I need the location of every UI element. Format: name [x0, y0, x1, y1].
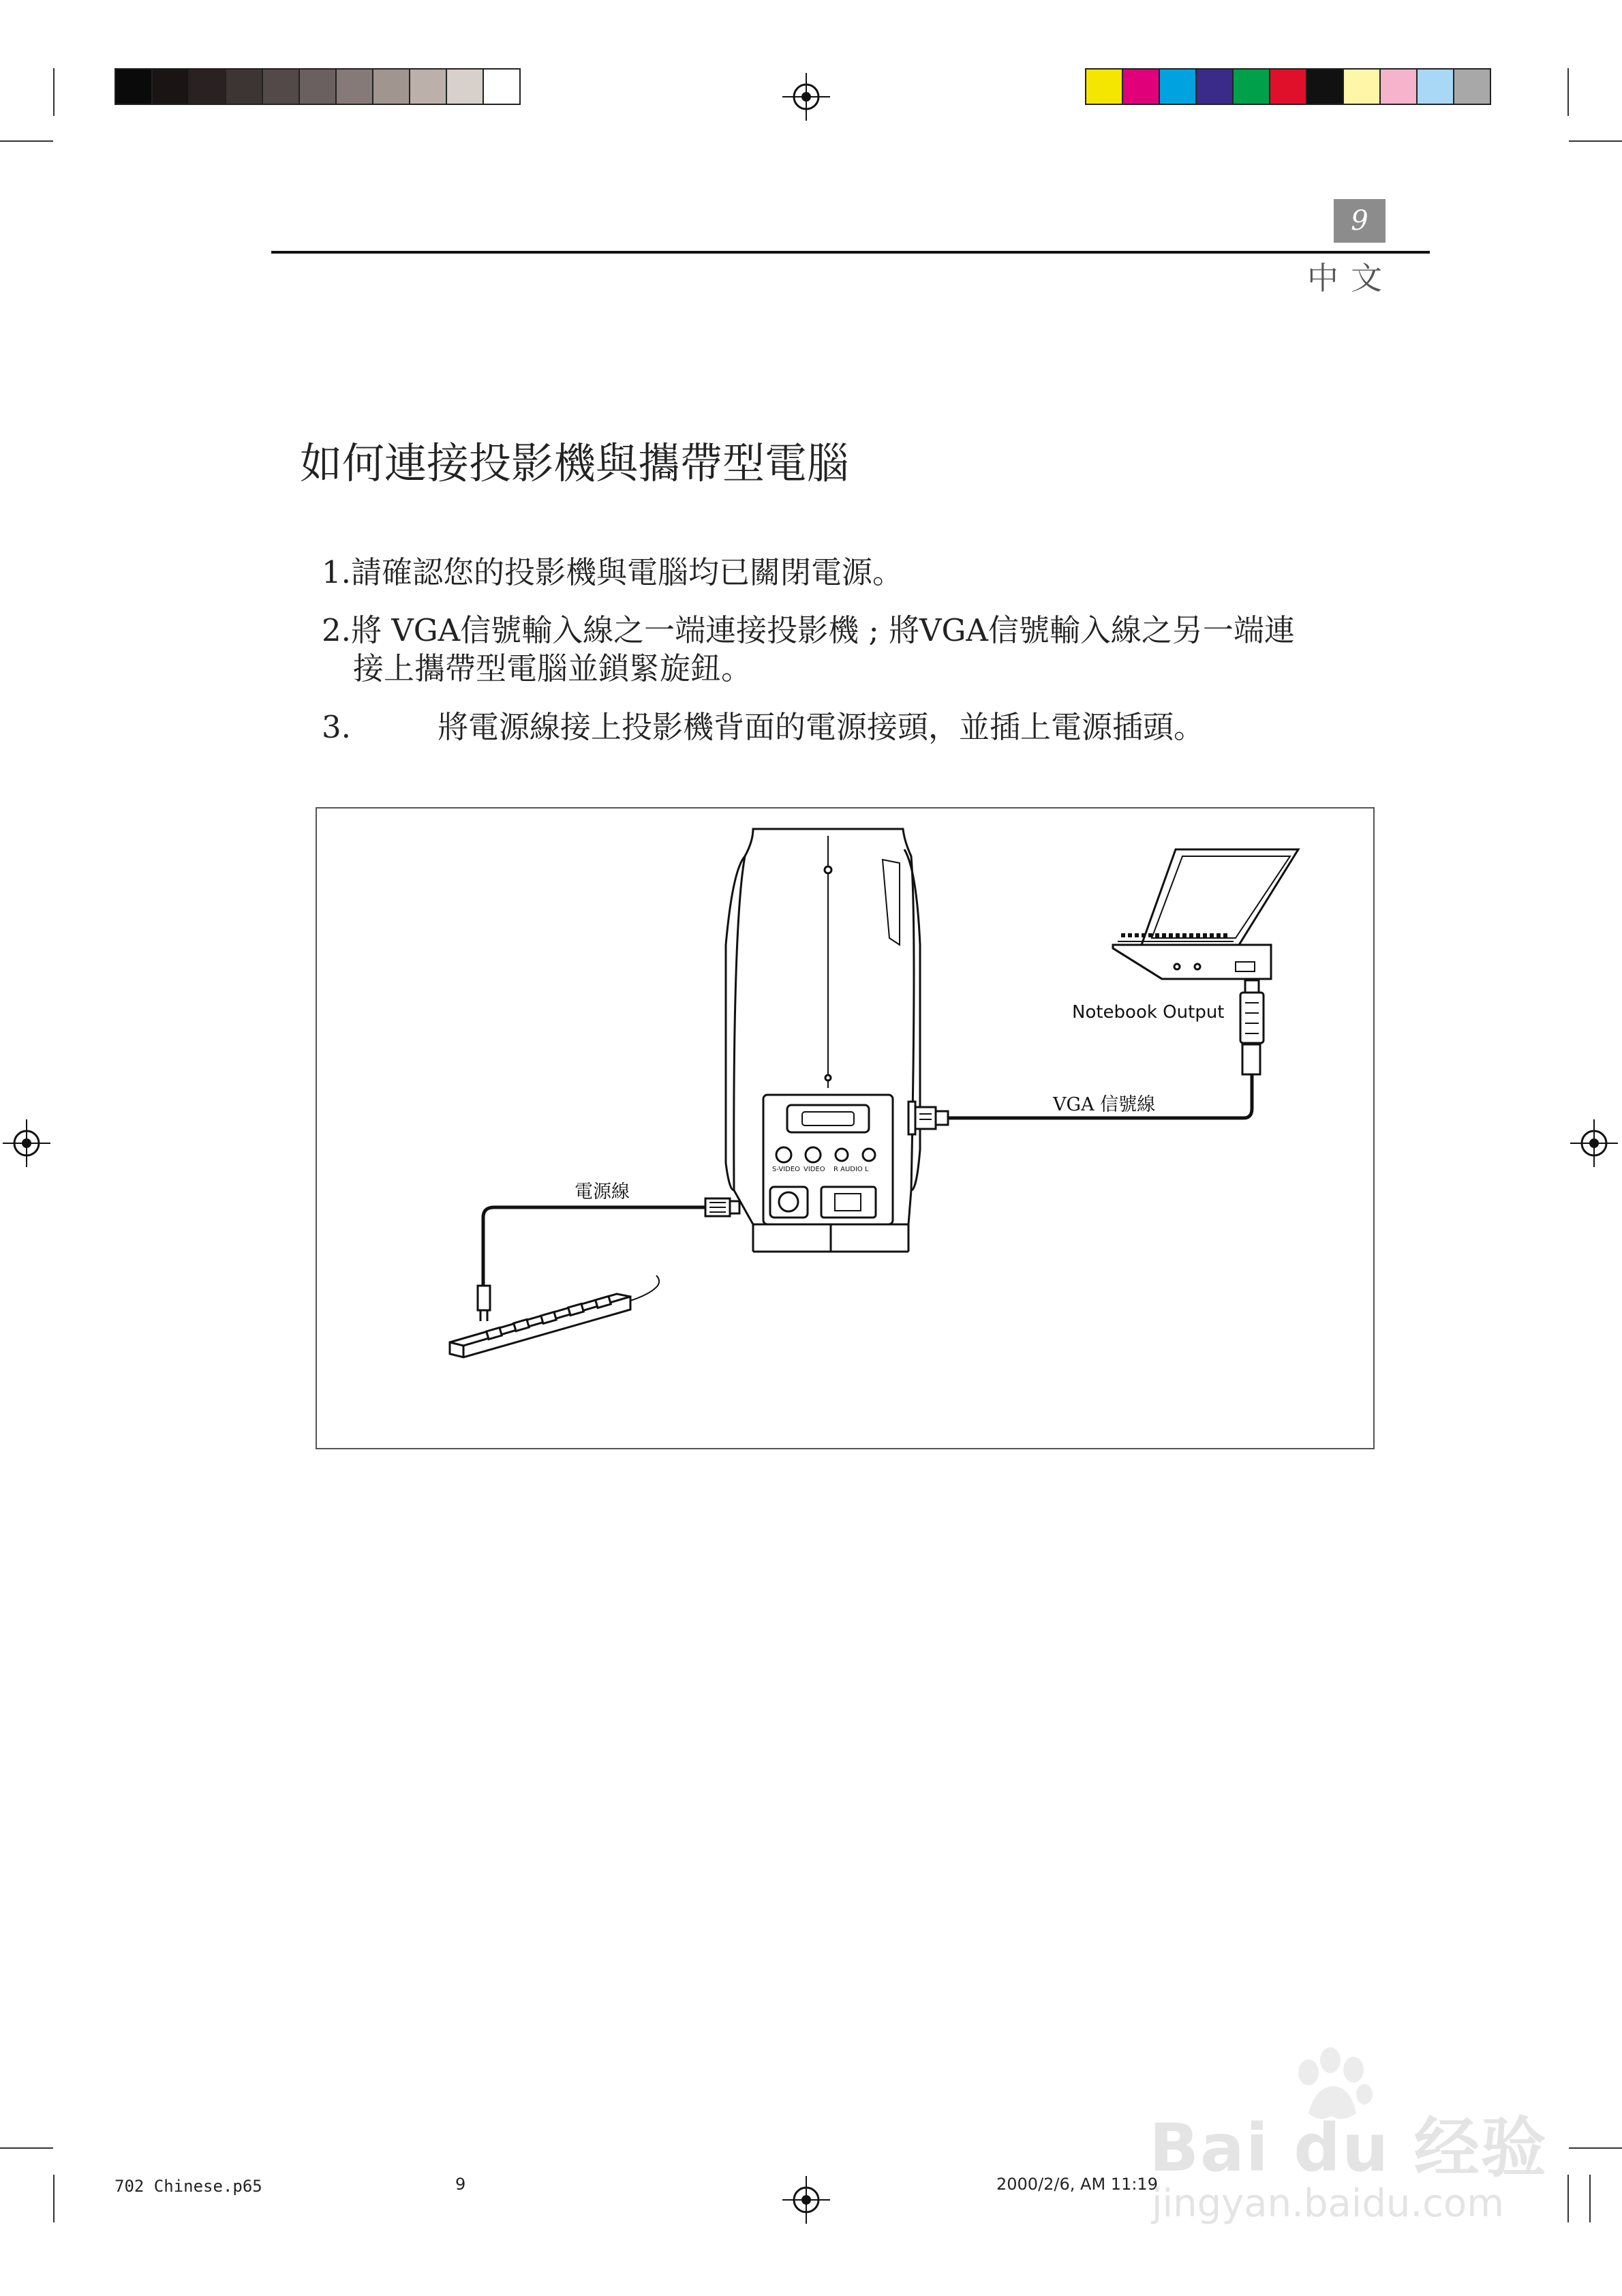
color-swatch	[1454, 70, 1490, 104]
gray-swatch	[484, 70, 519, 104]
footer-page-number: 9	[455, 2175, 466, 2194]
color-swatch	[1381, 70, 1418, 104]
gray-swatch	[153, 70, 189, 104]
gray-swatch	[410, 70, 447, 104]
step-text: 請確認您的投影機與電腦均已關閉電源。	[350, 554, 903, 590]
step-text: 將電源線接上投影機背面的電源接頭，並插上電源插頭。	[438, 709, 1205, 745]
connection-diagram	[316, 807, 1375, 1449]
header-rule	[271, 251, 1430, 254]
language-label: 中文	[1307, 260, 1394, 297]
gray-swatch	[337, 70, 373, 104]
grayscale-color-bar	[114, 68, 521, 105]
notebook-computer-icon	[1113, 849, 1298, 979]
registration-mark-icon	[782, 2176, 830, 2224]
power-cable	[483, 1207, 726, 1286]
color-swatch	[1307, 70, 1344, 104]
footer-timestamp: 2000/2/6, AM 11:19	[996, 2175, 1158, 2194]
process-color-bar	[1085, 68, 1491, 105]
step-3	[322, 702, 1204, 746]
color-swatch	[1270, 70, 1307, 104]
port-label-svideo: S-VIDEO	[772, 1166, 801, 1173]
power-cable-label: 電源線	[575, 1181, 630, 1203]
watermark-url: jingyan.baidu.com	[1152, 2181, 1504, 2226]
color-swatch	[1234, 70, 1270, 104]
vga-connector-icon	[908, 1102, 948, 1134]
notebook-output-label: Notebook Output	[1072, 1002, 1225, 1023]
step-2-continuation: 接上攜帶型電腦並鎖緊旋鈕。	[353, 650, 752, 686]
registration-mark-icon	[1570, 1119, 1618, 1167]
step-number: 2.	[322, 612, 351, 648]
diagram-drawing	[317, 809, 1373, 1448]
color-swatch	[1086, 70, 1123, 104]
step-1	[322, 547, 903, 592]
page-title: 如何連接投影機與攜帶型電腦	[300, 438, 850, 488]
step-number: 3.	[322, 709, 351, 745]
watermark-brand: Bai du 经验	[1149, 2110, 1548, 2186]
gray-swatch	[226, 70, 263, 104]
color-swatch	[1344, 70, 1381, 104]
step-text: 將 VGA信號輸入線之一端連接投影機 ; 將VGA信號輸入線之另一端連	[350, 612, 1295, 648]
registration-mark-icon	[3, 1119, 50, 1167]
footer-filename: 702 Chinese.p65	[114, 2177, 262, 2196]
gray-swatch	[189, 70, 226, 104]
gray-swatch	[373, 70, 410, 104]
color-swatch	[1197, 70, 1234, 104]
port-label-video: VIDEO	[804, 1166, 825, 1173]
color-swatch	[1418, 70, 1454, 104]
color-swatch	[1123, 70, 1160, 104]
gray-swatch	[263, 70, 300, 104]
page-number-tag: 9	[1334, 199, 1386, 243]
step-number: 1.	[322, 554, 351, 590]
notebook-connector-icon	[1240, 980, 1264, 1074]
gray-swatch	[447, 70, 484, 104]
color-swatch	[1160, 70, 1197, 104]
gray-swatch	[116, 70, 153, 104]
port-label-audio: R AUDIO L	[833, 1166, 869, 1173]
vga-cable-label: VGA 信號線	[1053, 1094, 1156, 1115]
registration-mark-icon	[782, 73, 830, 121]
rear-port-labels	[772, 1166, 869, 1173]
gray-swatch	[300, 70, 337, 104]
projector-icon	[726, 829, 920, 1252]
